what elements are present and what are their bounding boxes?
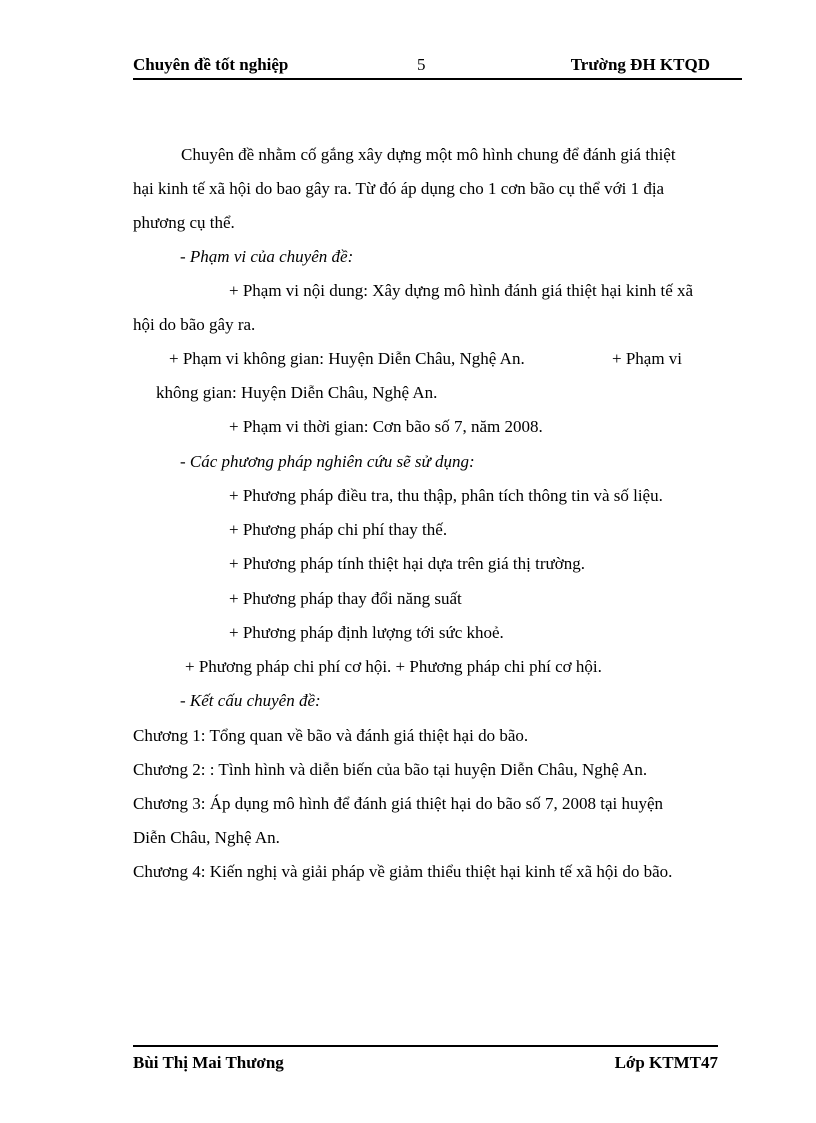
scope-space-item: + Phạm vi không gian: Huyện Diễn Châu, Nghệ An. <box>169 349 525 368</box>
method-item: + Phương pháp tính thiệt hại dựa trên giá thị trường. <box>229 554 585 573</box>
chapter-item: Chương 4: Kiến nghị và giải pháp về giảm thiểu thiệt hại kinh tế xã hội do bão. <box>133 862 673 881</box>
intro-paragraph-line: phương cụ thể. <box>133 213 235 232</box>
intro-paragraph-line: hại kinh tế xã hội do bao gây ra. Từ đó áp dụng cho 1 cơn bão cụ thể với 1 địa <box>133 179 665 198</box>
structure-heading: - Kết cấu chuyên đề: <box>180 691 321 710</box>
page-footer <box>133 1045 718 1075</box>
chapter-item: Chương 3: Áp dụng mô hình để đánh giá thiệt hại do bão số 7, 2008 tại huyện <box>133 794 664 813</box>
scope-space-item: không gian: Huyện Diễn Châu, Nghệ An. <box>156 383 438 402</box>
scope-content-line: + Phạm vi nội dung: Xây dựng mô hình đánh giá thiệt hại kinh tế xã <box>229 281 694 300</box>
footer-author: Bùi Thị Mai Thương <box>133 1053 284 1072</box>
header-university: Trường ĐH KTQD <box>570 55 710 74</box>
methods-heading: - Các phương pháp nghiên cứu sẽ sử dụng: <box>180 452 475 471</box>
method-item: + Phương pháp thay đổi năng suất <box>229 589 462 608</box>
chapter-item: Chương 2: : Tình hình và diễn biến của bão tại huyện Diễn Châu, Nghệ An. <box>133 760 648 779</box>
footer-class: Lớp KTMT47 <box>614 1053 718 1072</box>
page-header <box>133 52 742 80</box>
method-item: + Phương pháp chi phí cơ hội. + Phương pháp chi phí cơ hội. <box>185 657 602 676</box>
scope-time-item: + Phạm vi thời gian: Cơn bão số 7, năm 2008. <box>229 417 543 436</box>
scope-content-line: hội do bão gây ra. <box>133 315 256 334</box>
scope-heading: - Phạm vi của chuyên đề: <box>180 247 354 266</box>
scope-space-item: + Phạm vi <box>612 349 683 368</box>
header-document-type: Chuyên đề tốt nghiệp <box>133 55 289 74</box>
page-number: 5 <box>417 55 426 74</box>
chapter-item: Chương 1: Tổng quan về bão và đánh giá thiệt hại do bão. <box>133 726 529 745</box>
intro-paragraph-line: Chuyên đề nhằm cố gắng xây dựng một mô hình chung để đánh giá thiệt <box>181 145 676 164</box>
method-item: + Phương pháp điều tra, thu thập, phân tích thông tin và số liệu. <box>229 486 663 505</box>
chapter-item: Diễn Châu, Nghệ An. <box>133 828 280 847</box>
method-item: + Phương pháp định lượng tới sức khoẻ. <box>229 623 504 642</box>
method-item: + Phương pháp chi phí thay thế. <box>229 520 448 539</box>
